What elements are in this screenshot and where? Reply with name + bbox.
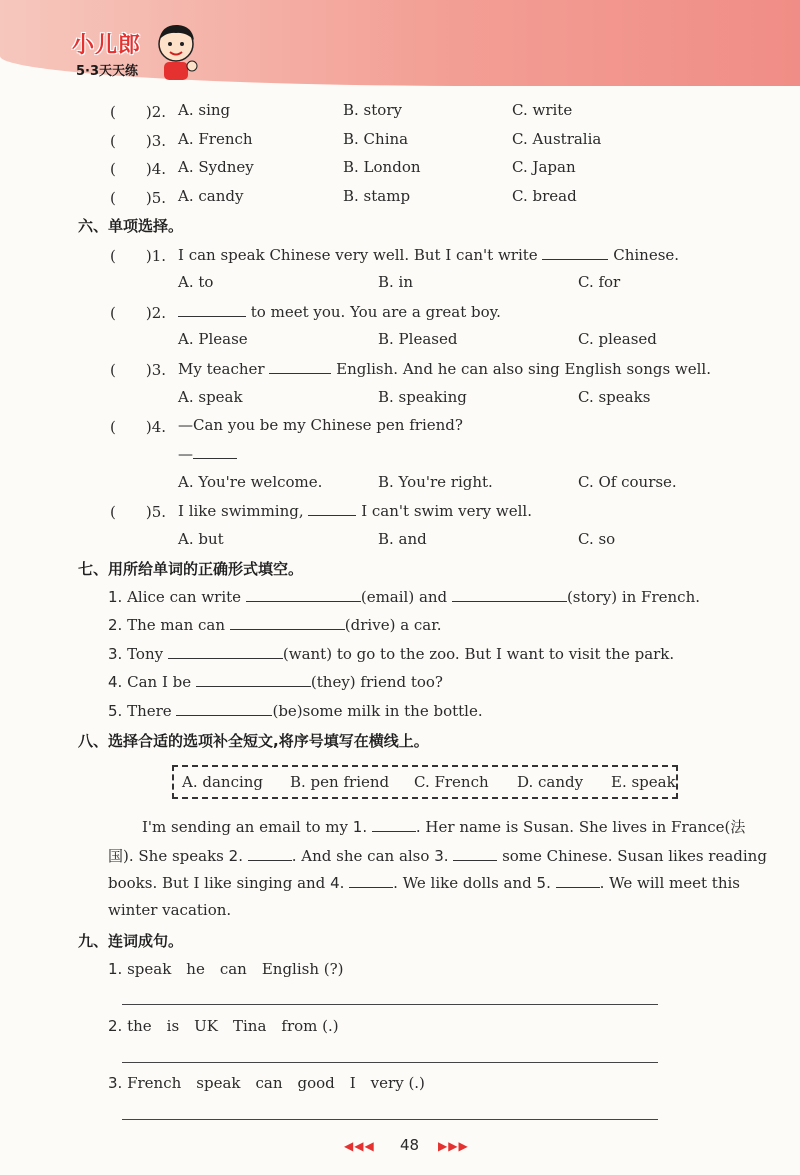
sec6-item-num: ( )4. xyxy=(110,418,167,436)
sec6-item-num: ( )1. xyxy=(110,247,167,265)
answer-blank[interactable] xyxy=(196,672,311,687)
sec5-option-c: C. Japan xyxy=(512,158,576,176)
answer-blank[interactable] xyxy=(193,444,237,459)
answer-blank[interactable] xyxy=(452,587,567,602)
sec7-item: 4. Can I be (they) friend too? xyxy=(108,673,443,691)
sec6-text-post: English. And he can also sing English songs well. xyxy=(336,360,712,378)
left-arrows-icon: ◀◀◀ xyxy=(344,1139,375,1153)
sec5-item-num: ( )3. xyxy=(110,132,167,150)
sec5-option-b: B. story xyxy=(343,101,402,119)
answer-blank[interactable] xyxy=(248,846,292,861)
passage-line: 国). She speaks 2. . And she can also 3. some Chinese. Susan likes reading xyxy=(108,847,767,865)
sec5-option-c: C. bread xyxy=(512,187,577,205)
sec8-title: 八、选择合适的选项补全短文,将序号填写在横线上。 xyxy=(78,732,429,750)
answer-blank[interactable] xyxy=(453,846,497,861)
passage-line: books. But I like singing and 4. . We like dolls and 5. . We will meet this xyxy=(108,874,740,892)
sec6-item-text xyxy=(178,359,711,378)
sec7-item: 3. Tony (want) to go to the zoo. But I want to visit the park. xyxy=(108,645,675,663)
sec8-option: B. pen friend xyxy=(290,773,390,791)
sec6-option-b: B. You're right. xyxy=(378,473,493,491)
sec5-item-num: ( )2. xyxy=(110,103,167,121)
answer-blank[interactable] xyxy=(230,615,345,630)
sec7-item: 2. The man can (drive) a car. xyxy=(108,616,442,634)
sec6-item-num: ( )5. xyxy=(110,503,167,521)
passage-line: winter vacation. xyxy=(108,901,232,919)
answer-line[interactable] xyxy=(122,1119,658,1120)
sec6-text-pre: I like swimming, xyxy=(178,502,304,520)
sec5-item-num: ( )4. xyxy=(110,160,167,178)
sec9-title: 九、连词成句。 xyxy=(78,932,184,950)
sec6-option-c: C. speaks xyxy=(578,388,651,406)
sec6-title: 六、单项选择。 xyxy=(78,217,184,235)
sec7-item: 5. There (be)some milk in the bottle. xyxy=(108,702,483,720)
sec6-option-c: C. pleased xyxy=(578,330,657,348)
answer-blank[interactable] xyxy=(176,701,272,716)
sec6-item-text xyxy=(178,302,501,321)
sec6-option-c: C. Of course. xyxy=(578,473,677,491)
passage-line: I'm sending an email to my 1. . Her name is Susan. She lives in France(法 xyxy=(142,818,746,836)
sec5-option-b: B. London xyxy=(343,158,421,176)
sec6-option-a: A. but xyxy=(178,530,224,548)
sec8-option: D. candy xyxy=(517,773,584,791)
sec8-option: A. dancing xyxy=(182,773,264,791)
mascot-icon xyxy=(152,20,200,82)
answer-blank[interactable] xyxy=(168,644,283,659)
sec6-option-c: C. so xyxy=(578,530,616,548)
sec6-option-b: B. and xyxy=(378,530,427,548)
answer-blank[interactable] xyxy=(349,873,393,888)
sec5-option-a: A. candy xyxy=(178,187,244,205)
sec6-option-a: A. You're welcome. xyxy=(178,473,323,491)
sec6-text-post: I can't swim very well. xyxy=(361,502,532,520)
answer-line[interactable] xyxy=(122,1062,658,1063)
sec9-item: 1. speak he can English (?) xyxy=(108,960,344,978)
sec6-option-a: A. to xyxy=(178,273,214,291)
sec7-title: 七、用所给单词的正确形式填空。 xyxy=(78,560,304,578)
sec5-item-num: ( )5. xyxy=(110,189,167,207)
sec6-text-pre: I can speak Chinese very well. But I can't write xyxy=(178,246,538,264)
sec6-item-text: —Can you be my Chinese pen friend? xyxy=(178,416,463,434)
answer-blank[interactable] xyxy=(246,587,361,602)
answer-blank[interactable] xyxy=(308,501,356,516)
sec9-item: 3. French speak can good I very (.) xyxy=(108,1074,425,1092)
answer-blank[interactable] xyxy=(269,359,331,374)
answer-blank[interactable] xyxy=(556,873,600,888)
sec5-option-c: C. Australia xyxy=(512,130,602,148)
sec6-option-a: A. speak xyxy=(178,388,243,406)
page-number: 48 xyxy=(400,1136,420,1154)
answer-line[interactable] xyxy=(122,1004,658,1005)
sec6-text-post: to meet you. You are a great boy. xyxy=(250,303,501,321)
answer-blank[interactable] xyxy=(178,302,246,317)
sec6-item-num: ( )3. xyxy=(110,361,167,379)
series-label: 5·3天天练 xyxy=(76,64,139,79)
sec5-option-a: A. French xyxy=(178,130,253,148)
brand-logo: 小儿郎 xyxy=(72,33,142,58)
sec5-option-b: B. China xyxy=(343,130,409,148)
sec6-option-b: B. Pleased xyxy=(378,330,458,348)
sec5-option-c: C. write xyxy=(512,101,573,119)
answer-blank[interactable] xyxy=(542,245,608,260)
sec8-option: E. speak xyxy=(611,773,676,791)
right-arrows-icon: ▶▶▶ xyxy=(438,1139,469,1153)
sec8-option: C. French xyxy=(414,773,489,791)
sec5-option-b: B. stamp xyxy=(343,187,411,205)
sec9-item: 2. the is UK Tina from (.) xyxy=(108,1017,339,1035)
sec6-option-c: C. for xyxy=(578,273,621,291)
sec7-item: 1. Alice can write (email) and (story) in French. xyxy=(108,588,700,606)
sec6-dialog-answer: — xyxy=(178,444,237,463)
sec6-text-pre: My teacher xyxy=(178,360,265,378)
sec6-item-text xyxy=(178,245,679,264)
sec6-item-num: ( )2. xyxy=(110,304,167,322)
sec6-option-b: B. speaking xyxy=(378,388,467,406)
sec6-item-text xyxy=(178,501,532,520)
sec6-option-a: A. Please xyxy=(178,330,248,348)
sec5-option-a: A. sing xyxy=(178,101,231,119)
sec5-option-a: A. Sydney xyxy=(178,158,254,176)
answer-blank[interactable] xyxy=(372,817,416,832)
sec6-text-post: Chinese. xyxy=(613,246,680,264)
sec6-option-b: B. in xyxy=(378,273,414,291)
